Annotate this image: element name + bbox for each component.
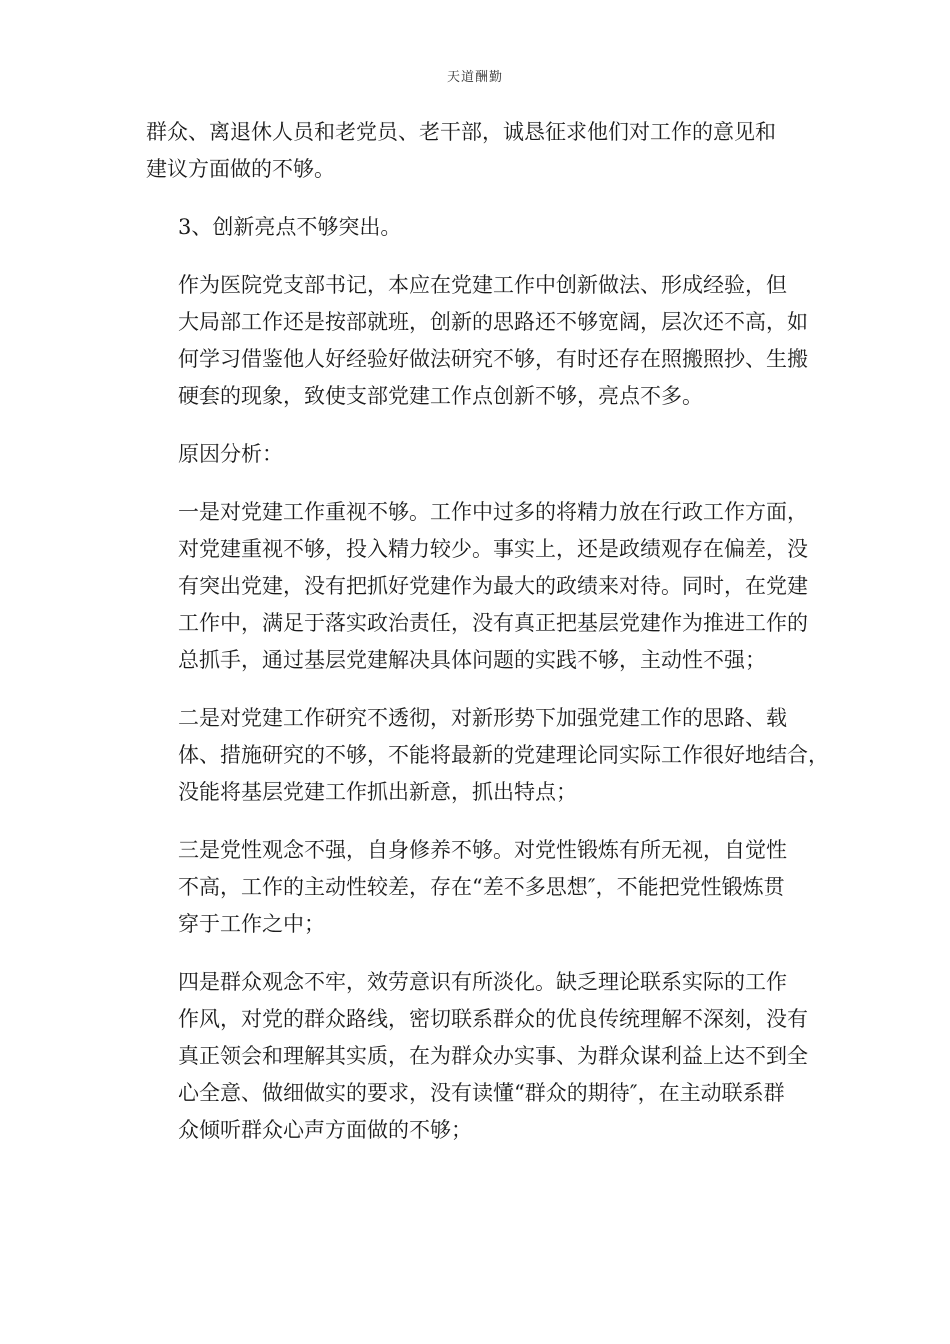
- text-line: 建议方面做的不够。: [146, 157, 335, 181]
- paragraph: [146, 700, 829, 811]
- paragraph: [146, 832, 818, 943]
- text-line: 总抓手，通过基层党建解决具体问题的实践不够，主动性不强；: [178, 648, 766, 672]
- text-line: 有突出党建，没有把抓好党建作为最大的政绩来对待。同时，在党建: [178, 574, 808, 598]
- paragraph: [146, 114, 818, 188]
- text-line: 工作中，满足于落实政治责任，没有真正把基层党建作为推进工作的: [178, 611, 808, 635]
- text-line: 三是党性观念不强，自身修养不够。对党性锻炼有所无视，自觉性: [178, 838, 787, 862]
- text-line: 群众、离退休人员和老党员、老干部，诚恳征求他们对工作的意见和: [146, 120, 776, 144]
- paragraph: [146, 267, 818, 415]
- text-line: 二是对党建工作研究不透彻，对新形势下加强党建工作的思路、载: [178, 706, 787, 730]
- text-line: 硬套的现象，致使支部党建工作点创新不够，亮点不多。: [178, 384, 703, 408]
- text-line: 没能将基层党建工作抓出新意，抓出特点；: [178, 780, 577, 804]
- text-line: 大局部工作还是按部就班，创新的思路还不够宽阔，层次还不高，如: [178, 310, 808, 334]
- text-line: 真正领会和理解其实质，在为群众办实事、为群众谋利益上达不到全: [178, 1044, 808, 1068]
- text-line: 作为医院党支部书记，本应在党建工作中创新做法、形成经验，但: [178, 273, 787, 297]
- text-line: 作风，对党的群众路线，密切联系群众的优良传统理解不深刻，没有: [178, 1007, 808, 1031]
- section-heading: [146, 436, 818, 473]
- page-header: 天道酬勤: [446, 70, 503, 85]
- text-line: 一是对党建工作重视不够。工作中过多的将精力放在行政工作方面，: [178, 500, 808, 524]
- document-body: [146, 114, 829, 1170]
- section-heading: [146, 209, 818, 246]
- text-line: 3、创新亮点不够突出。: [178, 215, 402, 239]
- text-line: 不高，工作的主动性较差，存在“差不多思想″，不能把党性锻炼贯: [178, 875, 785, 899]
- text-line: 心全意、做细做实的要求，没有读懂“群众的期待″，在主动联系群: [178, 1081, 785, 1105]
- text-line: 对党建重视不够，投入精力较少。事实上，还是政绩观存在偏差，没: [178, 537, 808, 561]
- paragraph: [146, 494, 818, 679]
- text-line: 穿于工作之中；: [178, 912, 325, 936]
- text-line: 原因分析：: [178, 442, 283, 466]
- text-line: 何学习借鉴他人好经验好做法研究不够，有时还存在照搬照抄、生搬: [178, 347, 808, 371]
- text-line: 体、措施研究的不够，不能将最新的党建理论同实际工作很好地结合，: [178, 743, 829, 767]
- text-line: 四是群众观念不牢，效劳意识有所淡化。缺乏理论联系实际的工作: [178, 970, 787, 994]
- paragraph: [146, 964, 818, 1149]
- text-line: 众倾听群众心声方面做的不够；: [178, 1118, 472, 1142]
